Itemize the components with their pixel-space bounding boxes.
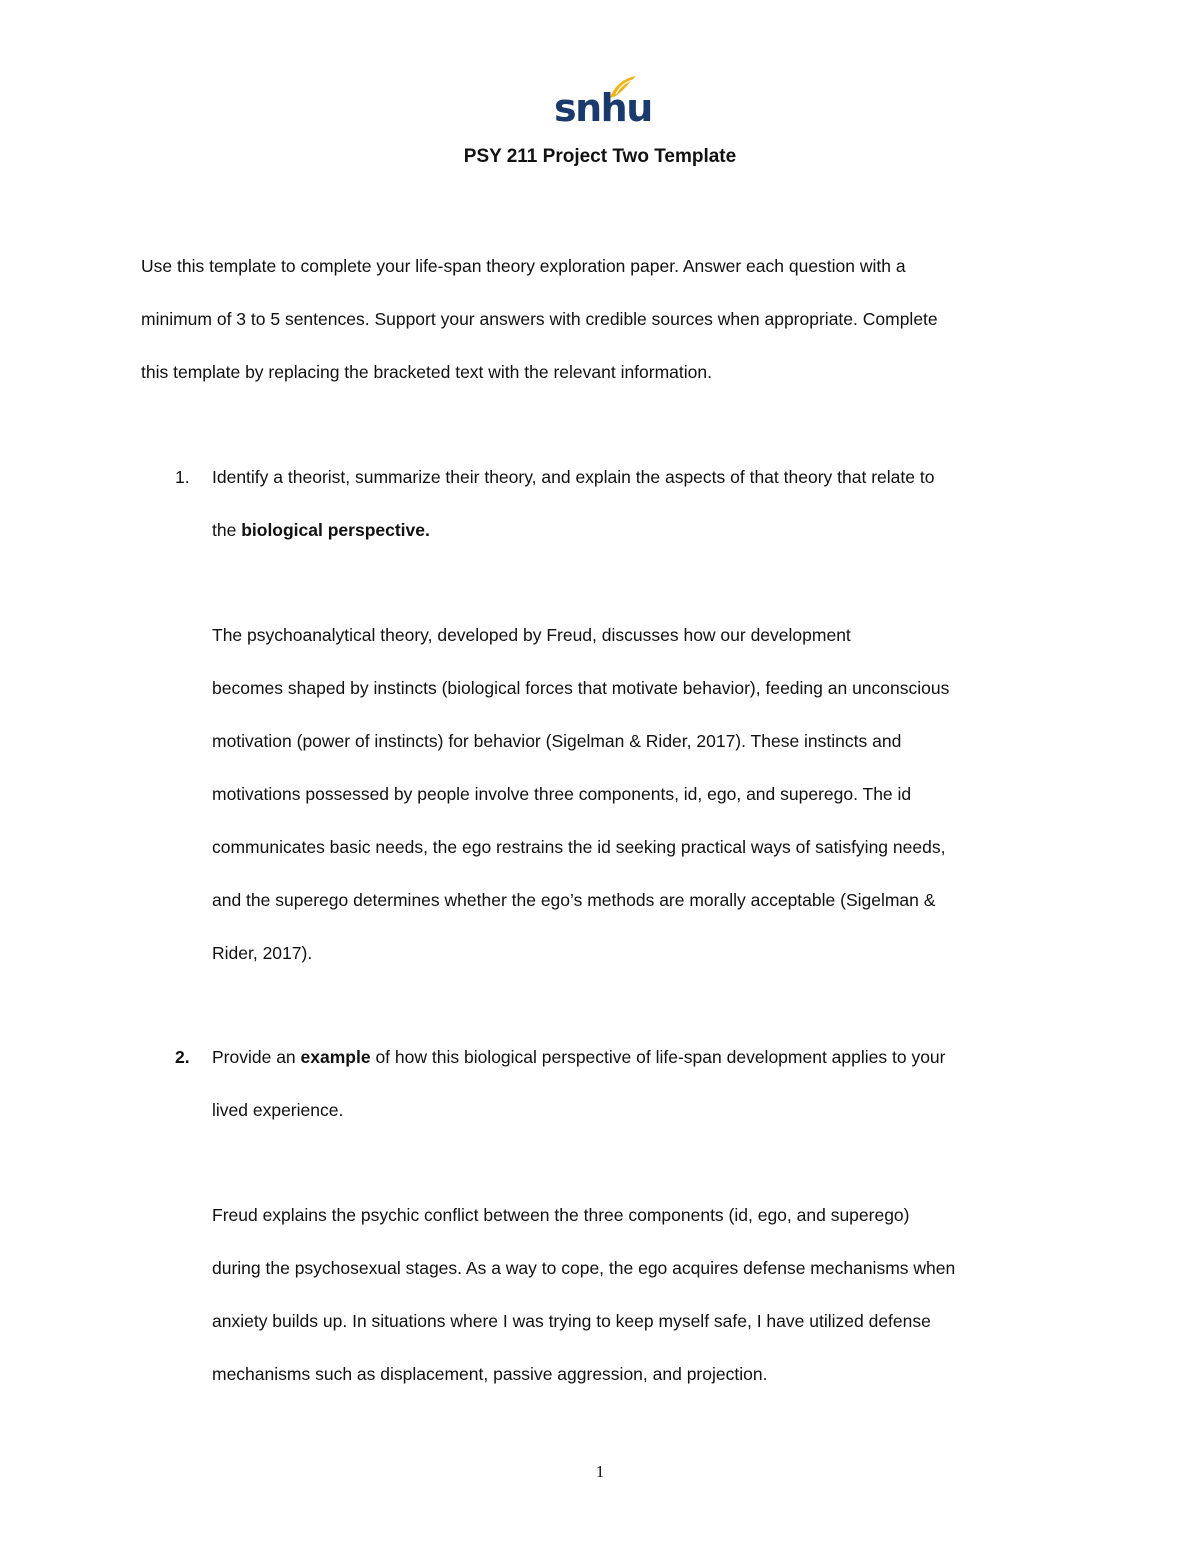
question-text: . <box>425 520 430 540</box>
answer-line: and the superego determines whether the ego’s methods are morally acceptable (Sigelman & <box>212 890 936 910</box>
intro-line: Use this template to complete your life-span theory exploration paper. Answer each question with a <box>141 256 906 276</box>
logo-text: snhu <box>554 86 652 130</box>
answer-line: mechanisms such as displacement, passive aggression, and projection. <box>212 1364 768 1384</box>
question-text: Provide an <box>212 1047 301 1067</box>
answer-line: anxiety builds up. In situations where I was trying to keep myself safe, I have utilized defense <box>212 1311 931 1331</box>
question-1-line <box>212 518 430 542</box>
question-1-line: Identify a theorist, summarize their theory, and explain the aspects of that theory that relate to <box>212 467 935 487</box>
answer-line: motivation (power of instincts) for behavior (Sigelman & Rider, 2017). These instincts and <box>212 731 902 751</box>
intro-line: minimum of 3 to 5 sentences. Support your answers with credible sources when appropriate. Complete <box>141 309 938 329</box>
emphasis-text: example <box>300 1047 371 1067</box>
emphasis-text: biological perspective <box>241 520 426 540</box>
question-text: the <box>212 520 242 540</box>
answer-line: becomes shaped by instincts (biological forces that motivate behavior), feeding an unconscious <box>212 678 950 698</box>
question-2-line: lived experience. <box>212 1100 344 1120</box>
question-2-line <box>212 1045 946 1069</box>
page-title: PSY 211 Project Two Template <box>463 146 737 167</box>
question-text: of how this biological perspective of life-span development applies to your <box>370 1047 946 1067</box>
answer-line: Freud explains the psychic conflict between the three components (id, ego, and superego) <box>212 1205 910 1225</box>
answer-line: communicates basic needs, the ego restrains the id seeking practical ways of satisfying needs, <box>212 837 946 857</box>
question-number: 2. <box>175 1047 190 1067</box>
answer-line: during the psychosexual stages. As a way to cope, the ego acquires defense mechanisms when <box>212 1258 956 1278</box>
answer-line: The psychoanalytical theory, developed by Freud, discusses how our development <box>212 625 851 645</box>
answer-line: Rider, 2017). <box>212 943 313 963</box>
question-number: 1. <box>175 467 190 487</box>
snhu-logo <box>554 74 652 132</box>
page-number: 1 <box>595 1462 605 1481</box>
answer-line: motivations possessed by people involve three components, id, ego, and superego. The id <box>212 784 912 804</box>
intro-line: this template by replacing the bracketed text with the relevant information. <box>141 362 712 382</box>
